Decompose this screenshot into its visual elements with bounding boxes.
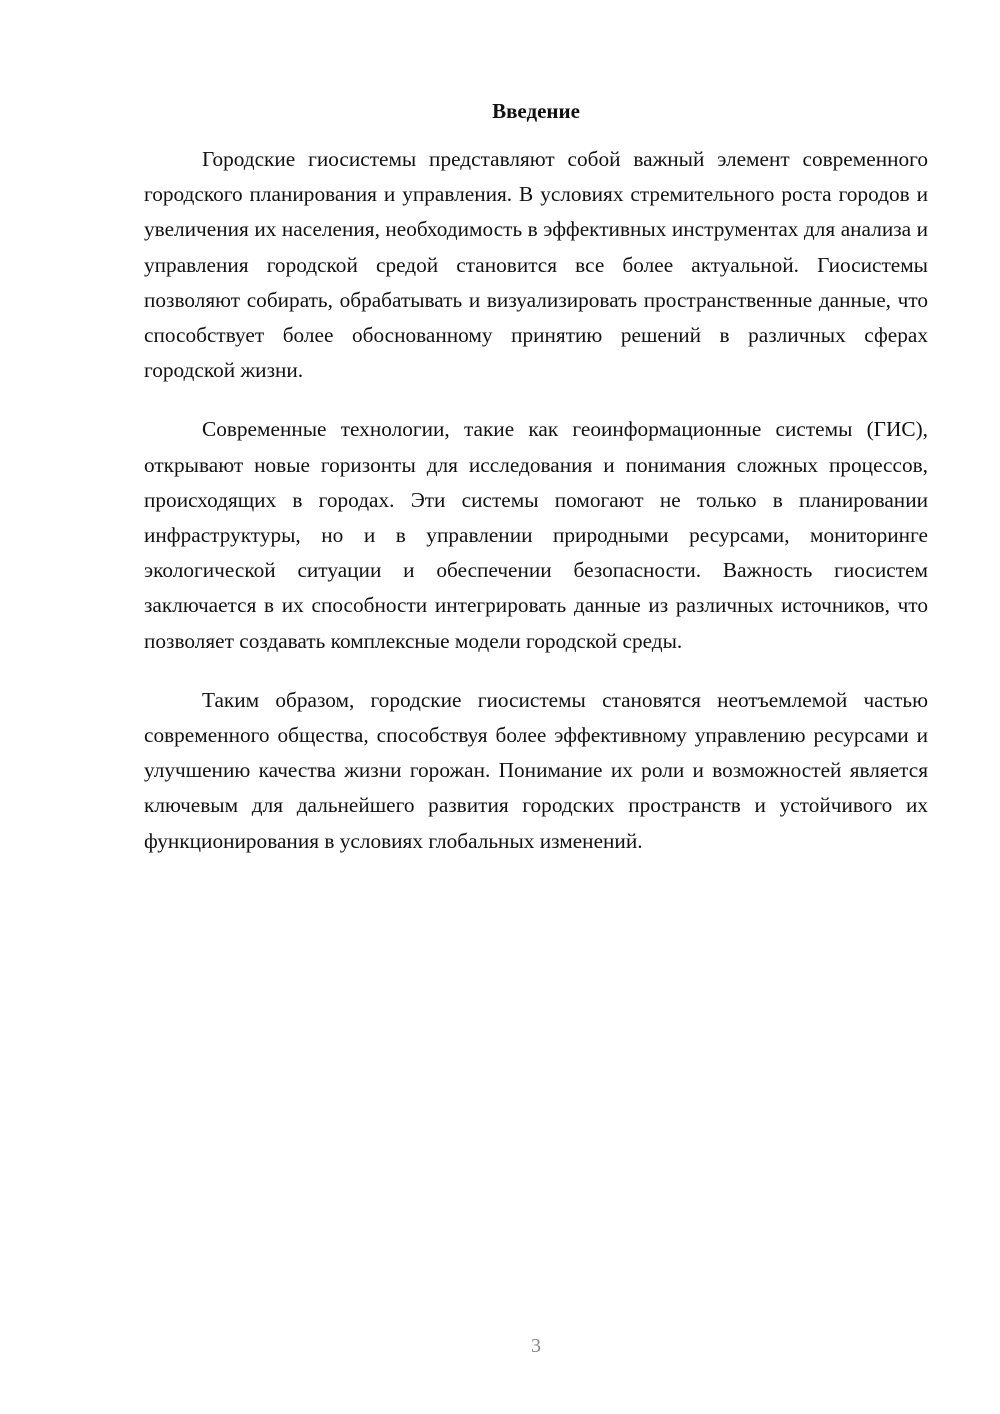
page-number: 3: [531, 1335, 541, 1357]
paragraph-2: Современные технологии, такие как геоинформационные системы (ГИС), открывают новые горизонты для исследования и понимания сложных процессов, происходящих в городах. Эти системы помогают не только в планировании инфраструктуры, но и в управлении природными ресурсами, мониторинге экологической ситуации и обеспечении безопасности. Важность гиосистем заключается в их способности интегрировать данные из различных источников, что позволяет создавать комплексные модели городской среды.: [144, 417, 928, 653]
paragraph-3: Таким образом, городские гиосистемы становятся неотъемлемой частью современного общества, способствуя более эффективному управлению ресурсами и улучшению качества жизни горожан. Понимание их роли и возможностей является ключевым для дальнейшего развития городских пространств и устойчивого их функционирования в условиях глобальных изменений.: [144, 687, 928, 853]
section-heading: Введение: [492, 99, 580, 123]
body-text: [144, 142, 928, 883]
paragraph-1: Городские гиосистемы представляют собой важный элемент современного городского планирования и управления. В условиях стремительного роста городов и увеличения их населения, необходимость в эффективных инструментах для анализа и управления городской средой становится все более актуальной. Гиосистемы позволяют собирать, обрабатывать и визуализировать пространственные данные, что способствует более обоснованному принятию решений в различных сферах городской жизни.: [144, 147, 928, 383]
